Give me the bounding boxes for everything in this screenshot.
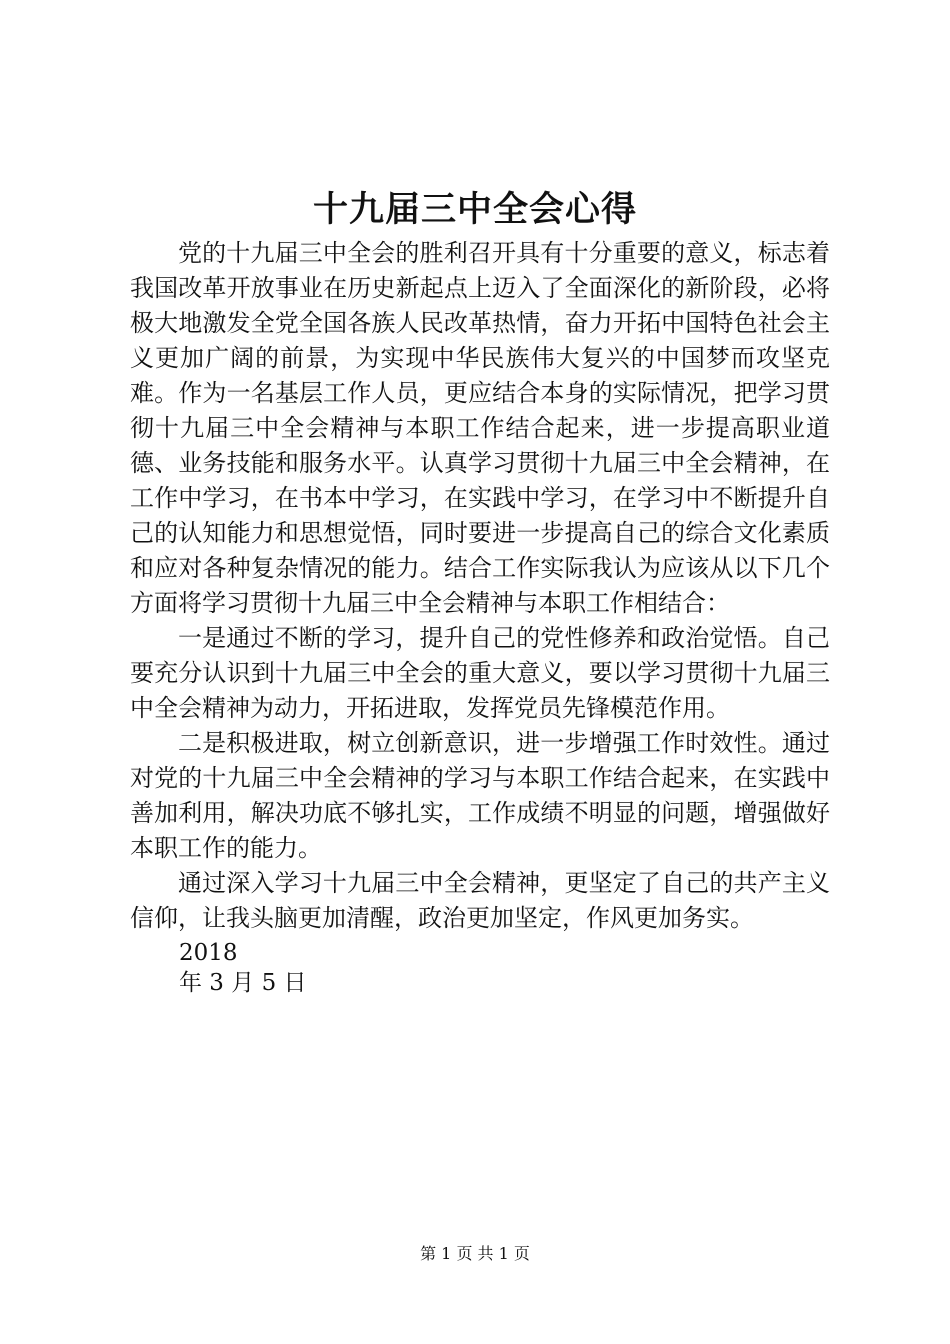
document-title: 十九届三中全会心得 [312, 189, 637, 230]
paragraph-conclusion: 通过深入学习十九届三中全会精神，更坚定了自己的共产主义信仰，让我头脑更加清醒，政治更加坚定，作风更加务实。 [130, 869, 830, 932]
page-footer: 第 1 页 共 1 页 [420, 1244, 530, 1263]
document-body [130, 236, 830, 936]
date-month-day: 年 3 月 5 日 [179, 970, 307, 996]
paragraph-intro: 党的十九届三中全会的胜利召开具有十分重要的意义，标志着我国改革开放事业在历史新起点上迈入了全面深化的新阶段，必将极大地激发全党全国各族人民改革热情，奋力开拓中国特色社会主义更加广阔的前景，为实现中华民族伟大复兴的中国梦而攻坚克难。作为一名基层工作人员，更应结合本身的实际情况，把学习贯彻十九届三中全会精神与本职工作结合起来，进一步提高职业道德、业务技能和服务水平。认真学习贯彻十九届三中全会精神，在工作中学习，在书本中学习，在实践中学习，在学习中不断提升自己的认知能力和思想觉悟，同时要进一步提高自己的综合文化素质和应对各种复杂情况的能力。结合工作实际我认为应该从以下几个方面将学习贯彻十九届三中全会精神与本职工作相结合： [130, 239, 830, 617]
document-date [179, 938, 307, 998]
paragraph-point-one: 一是通过不断的学习，提升自己的党性修养和政治觉悟。自己要充分认识到十九届三中全会的重大意义，要以学习贯彻十九届三中全会精神为动力，开拓进取，发挥党员先锋模范作用。 [130, 624, 830, 722]
date-year: 2018 [179, 940, 238, 966]
paragraph-point-two: 二是积极进取，树立创新意识，进一步增强工作时效性。通过对党的十九届三中全会精神的学习与本职工作结合起来，在实践中善加利用，解决功底不够扎实，工作成绩不明显的问题，增强做好本职工作的能力。 [130, 729, 830, 862]
